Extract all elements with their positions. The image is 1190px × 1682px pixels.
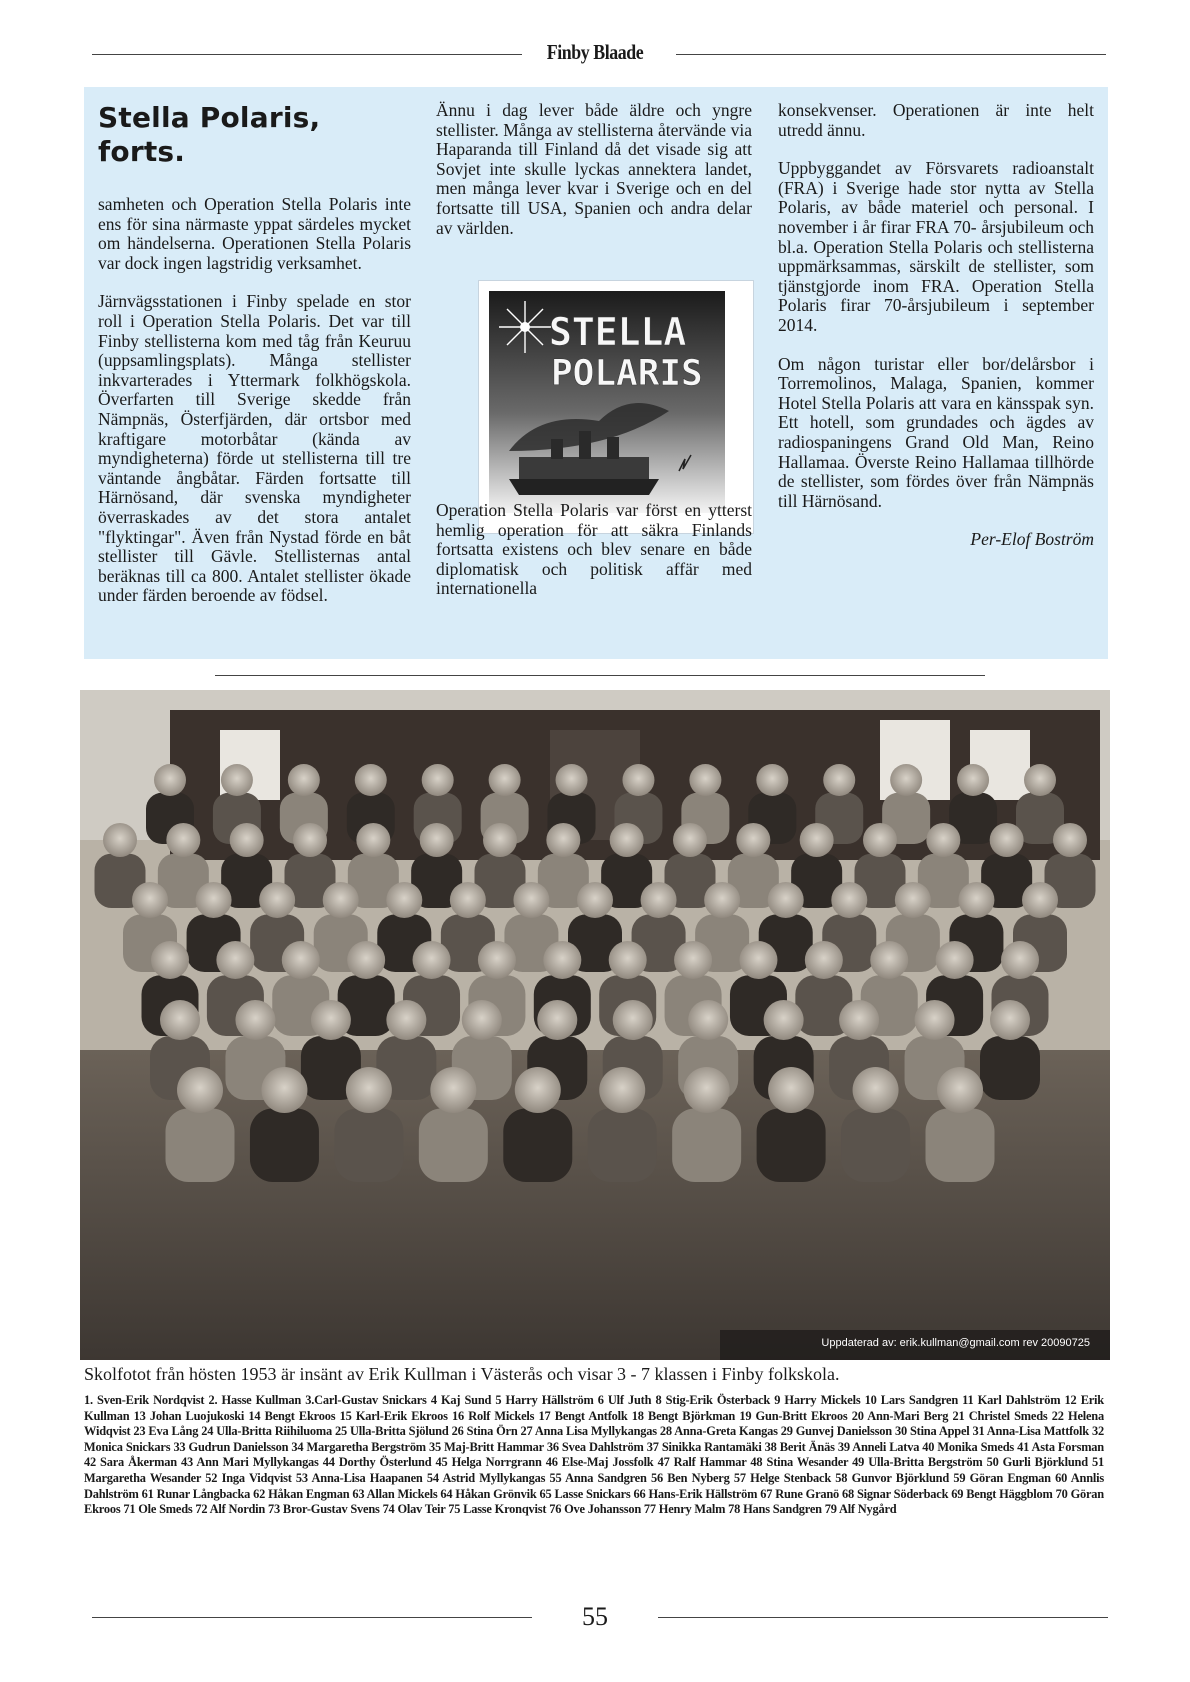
article-column-3 [778, 101, 1094, 550]
child-face [958, 882, 994, 918]
child-face [937, 1067, 983, 1113]
child-figure [503, 1108, 572, 1182]
child-face [386, 882, 422, 918]
child-face [261, 1067, 307, 1113]
child-face [386, 1000, 426, 1040]
child-face [177, 1067, 223, 1113]
paragraph: Om någon turistar eller bor/delårsbor i Torremolinos, Malaga, Spanien, kommer Hotel Stella Polaris att vara en känsspak syn. Ett hotell, som grundades och ägdes av radiospaningens Grand Old Man, Reino Hallamaa. Överste Reino Hallamaa tillhörde de stellister, som fördes över från Nämpnäs till Härnösand. [778, 353, 1094, 511]
article-column-2 [436, 101, 752, 257]
child-face [736, 823, 770, 857]
child-face [739, 941, 777, 979]
photo-credit: Uppdaterad av: erik.kullman@gmail.com rev 20090725 [821, 1337, 1090, 1349]
child-face [556, 764, 588, 796]
child-face [151, 941, 189, 979]
child-face [478, 941, 516, 979]
paragraph: Uppbyggandet av Försvarets radioanstalt (FRA) i Sverige hade stor nytta av Stella Polaris, av både materiel och personal. I november i år firar FRA 70- årsjubileum och bl.a. Operation Stella Polaris och stellisterna uppmärksammas, särskilt de stellister, som tjänstgjorde inom FRA. Operation Stella Polaris firar 70-årsjubileum i september 2014. [778, 158, 1094, 335]
paragraph: Järnvägsstationen i Finby spelade en stor roll i Operation Stella Polaris. Det var till Finby stellisterna kom med tåg från Keuruu (uppsamlingsplats). Många stellister inkvarterades i Yttermark folkhögskola. Överfarten till Sverige skedde från Nämpnäs, Österfjärden, där ortsbor med kraftigare motorbåtar (kända av myndigheterna) förde ut stellisterna till tre väntande ångbåtar. Färden fortsatte till Härnösand, där svenska myndigheter överraskades av det stora antalet "flyktingar". Även från Nystad förde en båt stellister till Gävle. Stellisternas antal beräknas till ca 800. Antalet stellister ökade under färden beroende av födsel. [98, 291, 411, 606]
author-signature: Per-Elof Boström [970, 529, 1094, 550]
child-face [613, 1000, 653, 1040]
child-face [537, 1000, 577, 1040]
paragraph: konsekvenser. Operationen är inte helt utredd ännu. [778, 100, 1094, 140]
footer-rule-right [658, 1617, 1108, 1618]
photo-name-list: 1. Sven-Erik Nordqvist 2. Hasse Kullman 3.Carl-Gustav Snickars 4 Kaj Sund 5 Harry Hällström 6 Ulf Juth 8 Stig-Erik Österback 9 Harry Mickels 10 Lars Sandgren 11 Karl Dahlström 12 Erik Kullman 13 Johan Luojukoski 14 Bengt Ekroos 15 Karl-Erik Ekroos 16 Rolf Mickels 17 Bengt Antfolk 18 Bengt Björkman 19 Gun-Britt Ekroos 20 Ann-Mari Berg 21 Christel Smeds 22 Helena Widqvist 23 Eva Lång 24 Ulla-Britta Riihiluoma 25 Ulla-Britta Sjölund 26 Stina Örn 27 Anna Lisa Myllykangas 28 Anna-Greta Kangas 29 Gunvej Danielsson 30 Stina Appel 31 Anna-Lisa Mattfolk 32 Monica Snickars 33 Gudrun Danielsson 34 Margaretha Bergström 35 Maj-Britt Hammar 36 Svea Dahlström 37 Sinikka Rantamäki 38 Berit Änäs 39 Anneli Latva 40 Monika Smeds 41 Asta Forsman 42 Sara Åkerman 43 Ann Mari Myllykangas 44 Dorthy Österlund 45 Helga Norrgrann 46 Else-Maj Jossfolk 47 Ralf Hammar 48 Stina Wesander 49 Ulla-Britta Bergström 50 Gurli Björklund 51 Margaretha Wesander 52 Inga Vidqvist 53 Anna-Lisa Haapanen 54 Astrid Myllykangas 55 Anna Sandgren 56 Ben Nyberg 57 Helge Stenback 58 Gunvor Björklund 59 Göran Engman 60 Annlis Dahlström 61 Runar Långbacka 62 Håkan Engman 63 Allan Mickels 64 Håkan Grönvik 65 Lasse Snickars 66 Hans-Erik Hällström 67 Rune Granö 68 Signar Söderback 69 Bengt Häggblom 70 Göran Ekroos 71 Ole Smeds 72 Alf Nordin 73 Bror-Gustav Svens 74 Olav Teir 75 Lasse Kronqvist 76 Ove Johansson 77 Henry Malm 78 Hans Sandgren 79 Alf Nygård [84, 1393, 1104, 1517]
child-figure [841, 1108, 910, 1182]
child-figure [757, 1108, 826, 1182]
child-face [546, 823, 580, 857]
child-face [684, 1067, 730, 1113]
child-face [430, 1067, 476, 1113]
child-face [823, 764, 855, 796]
paragraph: samheten och Operation Stella Polaris inte ens för sina närmaste yppat särdeles mycket om händelserna. Operationen Stella Polaris var dock ingen lagstridig verksamhet. [98, 194, 411, 273]
child-face [196, 882, 232, 918]
child-face [800, 823, 834, 857]
child-face [805, 941, 843, 979]
child-face [259, 882, 295, 918]
child-face [515, 1067, 561, 1113]
child-face [1001, 941, 1039, 979]
article-column-2-continued: Operation Stella Polaris var först en ytterst hemlig operation för att säkra Finlands fortsatta existens och blev senare en både diplomatisk och politisk affär med internationella [436, 500, 752, 599]
child-face [853, 1067, 899, 1113]
child-face [895, 882, 931, 918]
child-face [422, 764, 454, 796]
child-face [863, 823, 897, 857]
child-face [831, 882, 867, 918]
child-face [288, 764, 320, 796]
child-face [957, 764, 989, 796]
child-face [609, 941, 647, 979]
footer-rule-left [92, 1617, 532, 1618]
article-headline: Stella Polaris, forts. [98, 101, 321, 168]
child-face [704, 882, 740, 918]
child-figure [980, 1036, 1040, 1100]
child-face [450, 882, 486, 918]
child-face [221, 764, 253, 796]
child-figure [588, 1108, 657, 1182]
svg-text:POLARIS: POLARIS [551, 353, 703, 394]
child-face [311, 1000, 351, 1040]
child-face [839, 1000, 879, 1040]
child-face [346, 1067, 392, 1113]
child-face [235, 1000, 275, 1040]
child-face [641, 882, 677, 918]
section-divider [215, 675, 985, 676]
child-face [413, 941, 451, 979]
child-face [768, 1067, 814, 1113]
child-face [230, 823, 264, 857]
child-face [323, 882, 359, 918]
child-face [154, 764, 186, 796]
page-number: 55 [582, 1602, 608, 1631]
child-face [756, 764, 788, 796]
child-face [420, 823, 454, 857]
child-face [610, 823, 644, 857]
child-face [347, 941, 385, 979]
child-face [293, 823, 327, 857]
header-rule-right [676, 54, 1106, 55]
child-figure [419, 1108, 488, 1182]
child-face [689, 764, 721, 796]
paragraph: Ännu i dag lever både äldre och yngre stellister. Många av stellisterna återvände via Haparanda till Finland då det visade sig att Sovjet inte skulle lyckas annektera landet, men många lever kvar i Sverige och en del fortsatte till USA, Spanien och andra delar av världen. [436, 100, 752, 238]
child-face [462, 1000, 502, 1040]
photo-caption: Skolfotot från hösten 1953 är insänt av Erik Kullman i Västerås och visar 3 - 7 klassen i Finby folkskola. [84, 1364, 840, 1384]
child-face [688, 1000, 728, 1040]
child-face [1024, 764, 1056, 796]
child-face [355, 764, 387, 796]
child-face [160, 1000, 200, 1040]
article-column-1 [98, 101, 411, 625]
child-face [216, 941, 254, 979]
article-panel [84, 87, 1108, 659]
child-face [1053, 823, 1087, 857]
child-face [990, 823, 1024, 857]
stella-polaris-logo [478, 280, 754, 534]
child-face [768, 882, 804, 918]
svg-text:STELLA: STELLA [549, 310, 687, 354]
child-figure [250, 1108, 319, 1182]
child-face [356, 823, 390, 857]
child-face [599, 1067, 645, 1113]
child-face [926, 823, 960, 857]
child-face [936, 941, 974, 979]
child-face [577, 882, 613, 918]
header-rule-left [92, 54, 522, 55]
child-face [990, 1000, 1030, 1040]
child-face [282, 941, 320, 979]
child-figure [334, 1108, 403, 1182]
child-face [674, 941, 712, 979]
publication-title: Finby Blaade [546, 40, 644, 64]
child-face [673, 823, 707, 857]
child-face [513, 882, 549, 918]
child-face [1022, 882, 1058, 918]
child-figure [672, 1108, 741, 1182]
school-class-photo [80, 690, 1110, 1360]
child-figure [926, 1108, 995, 1182]
child-face [483, 823, 517, 857]
child-face [489, 764, 521, 796]
child-face [103, 823, 137, 857]
child-face [915, 1000, 955, 1040]
child-face [132, 882, 168, 918]
child-face [764, 1000, 804, 1040]
child-face [890, 764, 922, 796]
child-face [166, 823, 200, 857]
child-figure [166, 1108, 235, 1182]
child-face [622, 764, 654, 796]
child-face [543, 941, 581, 979]
child-face [870, 941, 908, 979]
